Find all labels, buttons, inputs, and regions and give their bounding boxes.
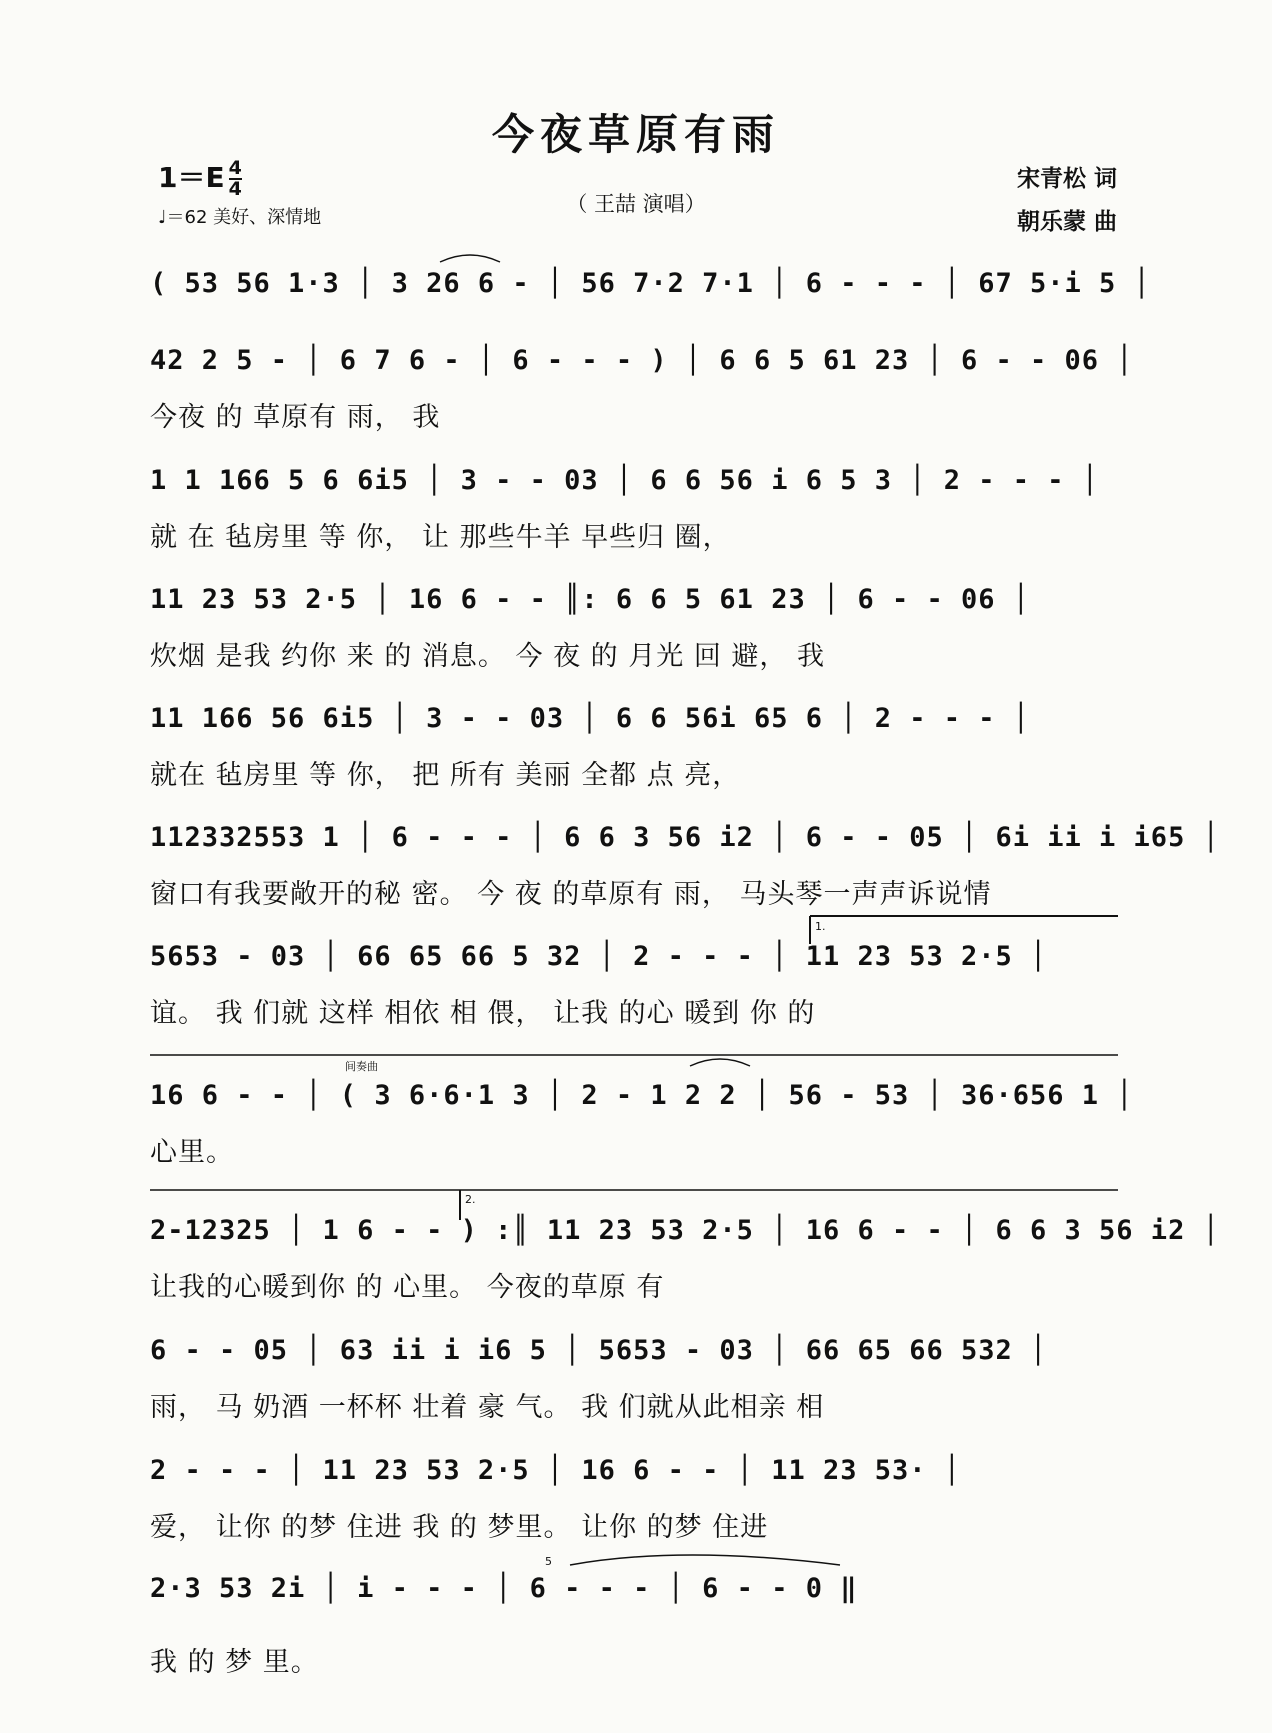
lyrics-line-3: 就 在 毡房里 等 你， 让 那些牛羊 早些归 圈， xyxy=(150,522,731,553)
tempo-marking: ♩＝62 美好、深情地 xyxy=(158,207,322,228)
lyrics-line-2: 今夜 的 草原有 雨， 我 xyxy=(150,402,441,433)
song-title: 今夜草原有雨 xyxy=(491,110,780,159)
notes-line-12: 2·3 53 2i │ i - - - │ 6 - - - │ 6 - - 0 ‖ xyxy=(150,1573,858,1604)
notes-line-1: ( 53 56 1·3 │ 3 26 6 - │ 56 7·2 7·1 │ 6 - - - │ 67 5·i 5 │ xyxy=(150,268,1151,299)
lyrics-line-10: 雨， 马 奶酒 一杯杯 壮着 豪 气。 我 们就从此相亲 相 xyxy=(150,1392,825,1423)
composer-credit: 朝乐蒙 曲 xyxy=(1016,209,1117,235)
notes-line-7: 5653 - 03 │ 66 65 66 5 32 │ 2 - - - │ 11 23 53 2·5 │ xyxy=(150,941,1048,972)
ending1-mark: 1. xyxy=(815,920,826,933)
lyrics-line-8: 心里。 xyxy=(150,1137,234,1168)
notes-line-6: 112332553 1 │ 6 - - - │ 6 6 3 56 i2 │ 6 - - 05 │ 6i ii i i65 │ xyxy=(150,822,1220,853)
time-sig-bottom: 4 xyxy=(228,178,242,200)
ending2-mark: 2. xyxy=(465,1193,476,1206)
key-label: 1＝E xyxy=(158,161,225,194)
lyrics-line-9: 让我的心暖到你 的 心里。 今夜的草原 有 xyxy=(150,1272,665,1303)
singer-credit: （ 王喆 演唱） xyxy=(566,192,706,216)
time-sig-top: 4 xyxy=(228,157,242,179)
lyrics-line-12: 我 的 梦 里。 xyxy=(150,1647,319,1678)
notes-line-2: 42 2 5 - │ 6 7 6 - │ 6 - - - ) │ 6 6 5 61 23 │ 6 - - 06 │ xyxy=(150,345,1134,376)
notes-line-10: 6 - - 05 │ 63 ii i i6 5 │ 5653 - 03 │ 66 65 66 532 │ xyxy=(150,1335,1048,1366)
lyrics-line-4: 炊烟 是我 约你 来 的 消息。 今 夜 的 月光 回 避， 我 xyxy=(150,641,825,672)
slur-line8 xyxy=(690,1059,750,1066)
notes-line-9: 2-12325 │ 1 6 - - ) :║ 11 23 53 2·5 │ 16 6 - - │ 6 6 3 56 i2 │ xyxy=(150,1215,1220,1246)
notes-line-5: 11 166 56 6i5 │ 3 - - 03 │ 6 6 56i 65 6 │ 2 - - - │ xyxy=(150,703,1031,734)
lyrics-line-11: 爱， 让你 的梦 住进 我 的 梦里。 让你 的梦 住进 xyxy=(150,1512,769,1543)
notes-line-3: 1 1 166 5 6 6i5 │ 3 - - 03 │ 6 6 56 i 6 5 3 │ 2 - - - │ xyxy=(150,465,1100,496)
slur-line1 xyxy=(440,255,500,262)
lyrics-line-6: 窗口有我要敞开的秘 密。 今 夜 的草原有 雨， 马头琴一声声诉说情 xyxy=(150,879,992,910)
lyrics-line-7: 谊。 我 们就 这样 相依 相 偎， 让我 的心 暖到 你 的 xyxy=(150,998,816,1029)
notes-line-11: 2 - - - │ 11 23 53 2·5 │ 16 6 - - │ 11 23 53· │ xyxy=(150,1455,962,1486)
interlude-label: 间奏曲 xyxy=(345,1060,378,1073)
notes-line-4: 11 23 53 2·5 │ 16 6 - - ║: 6 6 5 61 23 │ 6 - - 06 │ xyxy=(150,584,1031,615)
notes-line-8: 16 6 - - │ ( 3 6·6·1 3 │ 2 - 1 2 2 │ 56 - 53 │ 36·656 1 │ xyxy=(150,1080,1134,1111)
tie-last xyxy=(570,1555,840,1565)
lyricist-credit: 宋青松 词 xyxy=(1016,166,1117,192)
grace-note: 5 xyxy=(545,1555,552,1568)
lyrics-line-5: 就在 毡房里 等 你， 把 所有 美丽 全都 点 亮， xyxy=(150,760,741,791)
